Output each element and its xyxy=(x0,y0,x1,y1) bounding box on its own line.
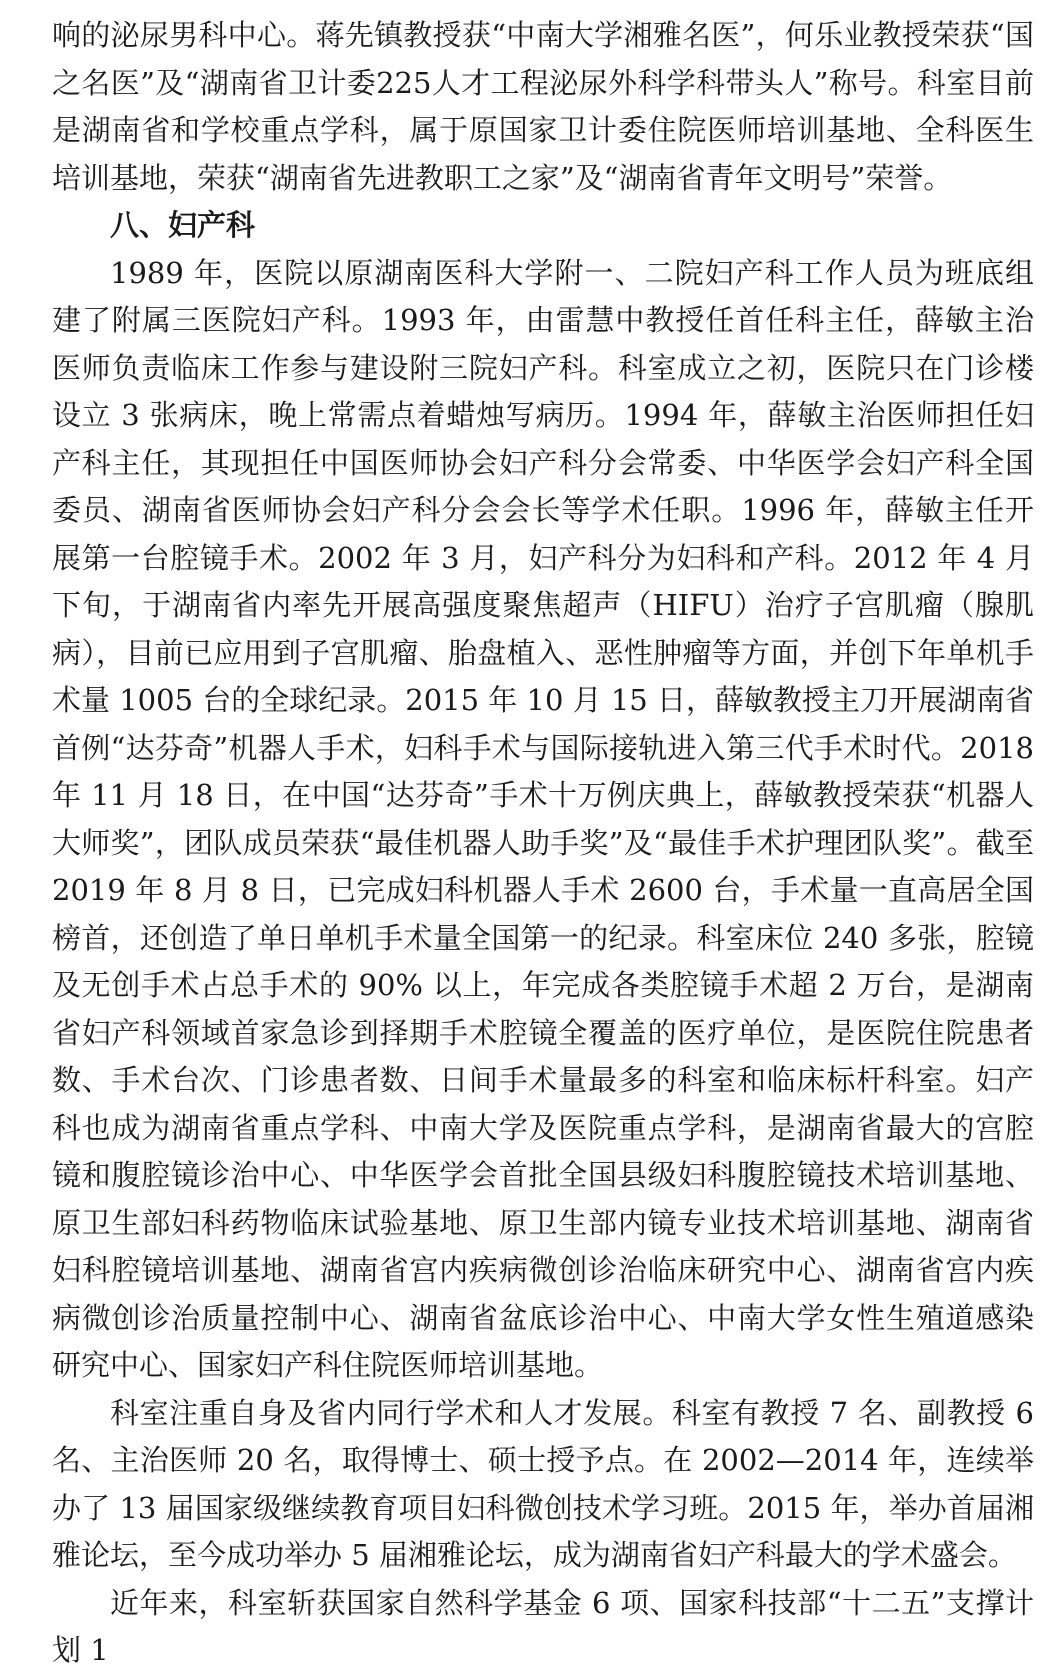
paragraph-academic-development: 科室注重自身及省内同行学术和人才发展。科室有教授 7 名、副教授 6 名、主治医师 20 名，取得博士、硕士授予点。在 2002—2014 年，连续举办了 13 届国家级继续教育项目妇科微创技术学习班。2015 年，举办首届湘雅论坛，至今成功举办 5 届湘雅论坛，成为湖南省妇产科最大的学术盛会。 xyxy=(52,1395,1034,1572)
paragraph-continued: 响的泌尿男科中心。蒋先镇教授获“中南大学湘雅名医”，何乐业教授荣获“国之名医”及“湖南省卫计委225人才工程泌尿外科学科带头人”称号。科室目前是湖南省和学校重点学科，属于原国家卫计委住院医师培训基地、全科医生培训基地，荣获“湖南省先进教职工之家”及“湖南省青年文明号”荣誉。 xyxy=(52,18,1034,195)
document-page xyxy=(52,12,1034,1675)
section-heading-obstetrics-gynecology: 八、妇产科 xyxy=(110,208,256,242)
paragraph-research-funding: 近年来，科室斩获国家自然科学基金 6 项、国家科技部“十二五”支撑计划 1 xyxy=(52,1585,1034,1667)
paragraph-department-history: 1989 年，医院以原湖南医科大学附一、二院妇产科工作人员为班底组建了附属三医院妇产科。1993 年，由雷慧中教授任首任科主任，薛敏主治医师负责临床工作参与建设附三院妇产科。科室成立之初，医院只在门诊楼设立 3 张病床，晚上常需点着蜡烛写病历。1994 年，薛敏主治医师担任妇产科主任，其现担任中国医师协会妇产科分会常委、中华医学会妇产科全国委员、湖南省医师协会妇产科分会会长等学术任职。1996 年，薛敏主任开展第一台腔镜手术。2002 年 3 月，妇产科分为妇科和产科。2012 年 4 月下旬，于湖南省内率先开展高强度聚焦超声（HIFU）治疗子宫肌瘤（腺肌病），目前已应用到子宫肌瘤、胎盘植入、恶性肿瘤等方面，并创下年单机手术量 1005 台的全球纪录。2015 年 10 月 15 日，薛敏教授主刀开展湖南省首例“达芬奇”机器人手术，妇科手术与国际接轨进入第三代手术时代。2018 年 11 月 18 日，在中国“达芬奇”手术十万例庆典上，薛敏教授荣获“机器人大师奖”，团队成员荣获“最佳机器人助手奖”及“最佳手术护理团队奖”。截至 2019 年 8 月 8 日，已完成妇科机器人手术 2600 台，手术量一直高居全国榜首，还创造了单日单机手术量全国第一的纪录。科室床位 240 多张，腔镜及无创手术占总手术的 90% 以上，年完成各类腔镜手术超 2 万台，是湖南省妇产科领域首家急诊到择期手术腔镜全覆盖的医疗单位，是医院住院患者数、手术台次、门诊患者数、日间手术量最多的科室和临床标杆科室。妇产科也成为湖南省重点学科、中南大学及医院重点学科，是湖南省最大的宫腔镜和腹腔镜诊治中心、中华医学会首批全国县级妇科腹腔镜技术培训基地、原卫生部妇科药物临床试验基地、原卫生部内镜专业技术培训基地、湖南省妇科腔镜培训基地、湖南省宫内疾病微创诊治临床研究中心、湖南省宫内疾病微创诊治质量控制中心、湖南省盆底诊治中心、中南大学女性生殖道感染研究中心、国家妇产科住院医师培训基地。 xyxy=(52,255,1034,1382)
